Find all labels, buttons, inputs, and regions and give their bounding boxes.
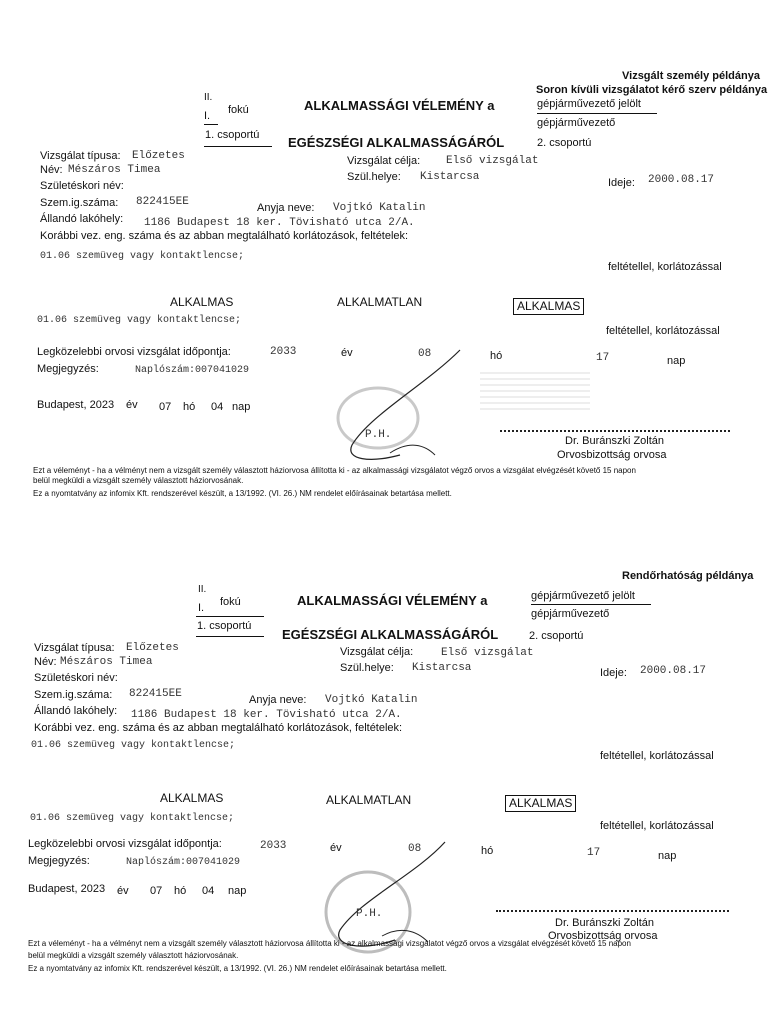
footer-line-3: Ez a nyomtatvány az infomix Kft. rendszerével készült, a 13/1992. (VI. 26.) NM rendelet előírásainak betartása mellett. bbox=[28, 964, 447, 973]
driver-label: gépjárművezető bbox=[537, 117, 616, 129]
note-value: Naplószám:007041029 bbox=[135, 365, 250, 376]
degree-label: fokú bbox=[220, 596, 241, 608]
purpose-value: Első vizsgálat bbox=[446, 155, 539, 167]
birth-date-label: Ideje: bbox=[600, 667, 627, 679]
exam-type-label: Vizsgálat típusa: bbox=[34, 642, 115, 654]
doctor-title: Orvosbizottság orvosa bbox=[557, 449, 667, 461]
footer-line-1: Ezt a véleményt - ha a vélményt nem a vizsgált személy választott háziorvosa állította ki - az alkalmassági vizsgálatot végző orvos a vizsgálat elvégzését követő 15 napon bbox=[33, 466, 636, 475]
group-one: 1. csoportú bbox=[197, 620, 252, 632]
condition-label-2: feltétellel, korlátozással bbox=[600, 820, 714, 832]
footer-line-3: Ez a nyomtatvány az infomix Kft. rendszerével készült, a 13/1992. (VI. 26.) NM rendelet előírásainak betartása mellett. bbox=[33, 489, 452, 498]
next-exam-month: 08 bbox=[418, 348, 432, 360]
group-two: 2. csoportú bbox=[529, 630, 584, 642]
condition-value: 01.06 szemüveg vagy kontaktlencse; bbox=[37, 315, 242, 326]
address-label: Állandó lakóhely: bbox=[34, 705, 118, 717]
issue-month-label: hó bbox=[183, 401, 196, 413]
next-exam-label: Legközelebbi orvosi vizsgálat időpontja: bbox=[37, 346, 231, 358]
birth-date-value: 2000.08.17 bbox=[648, 174, 715, 186]
stamp-label: P.H. bbox=[365, 429, 392, 441]
mother-value: Vojtkó Katalin bbox=[325, 694, 418, 706]
issue-month-label: hó bbox=[174, 885, 187, 897]
footer-line-2: belül megküldi a vizsgált személy választott háziorvosának. bbox=[33, 476, 244, 485]
issue-day-label: nap bbox=[232, 401, 251, 413]
name-value: Mészáros Timea bbox=[60, 656, 153, 668]
previous-license-label: Korábbi vez. eng. száma és az abban megtalálható korlátozások, feltételek: bbox=[40, 230, 409, 242]
next-exam-year: 2033 bbox=[260, 840, 287, 852]
address-value: 1186 Budapest 18 ker. Tövisható utca 2/A. bbox=[131, 709, 402, 721]
unfit-label: ALKALMATLAN bbox=[337, 295, 423, 309]
next-exam-label: Legközelebbi orvosi vizsgálat időpontja: bbox=[28, 838, 222, 850]
condition-label-2: feltétellel, korlátozással bbox=[606, 325, 720, 337]
note-label: Megjegyzés: bbox=[37, 363, 99, 375]
birthplace-value: Kistarcsa bbox=[420, 171, 480, 183]
name-label: Név: bbox=[34, 656, 57, 668]
condition-value: 01.06 szemüveg vagy kontaktlencse; bbox=[30, 813, 235, 824]
group-one: 1. csoportú bbox=[205, 129, 260, 141]
birth-name-label: Születéskori név: bbox=[40, 180, 124, 192]
footer-line-1: Ezt a véleményt - ha a vélményt nem a vizsgált személy választott háziorvosa állította ki - az alkalmassági vizsgálatot végző orvos a vizsgálat elvégzését követő 15 napon bbox=[28, 939, 631, 948]
issue-day: 04 bbox=[202, 885, 215, 897]
issue-city-year: Budapest, 2023 bbox=[28, 883, 106, 895]
fit-boxed-label: ALKALMAS bbox=[513, 298, 584, 315]
note-value: Naplószám:007041029 bbox=[126, 857, 241, 868]
name-value: Mészáros Timea bbox=[68, 164, 161, 176]
id-label: Szem.ig.száma: bbox=[34, 689, 113, 701]
next-exam-day-label: nap bbox=[667, 355, 686, 367]
degree-label: fokú bbox=[228, 104, 249, 116]
issue-day-label: nap bbox=[228, 885, 247, 897]
next-exam-month: 08 bbox=[408, 843, 422, 855]
roman-two: II. bbox=[198, 584, 207, 595]
exam-type-label: Vizsgálat típusa: bbox=[40, 150, 121, 162]
id-value: 822415EE bbox=[129, 688, 182, 700]
stamp-label: P.H. bbox=[356, 908, 383, 920]
roman-two: II. bbox=[204, 92, 213, 103]
title-line-2: EGÉSZSÉGI ALKALMASSÁGÁRÓL bbox=[282, 627, 499, 642]
next-exam-year-label: év bbox=[341, 347, 353, 359]
next-exam-month-label: hó bbox=[490, 350, 503, 362]
stamp-and-signature bbox=[320, 830, 480, 970]
doctor-title: Orvosbizottság orvosa bbox=[548, 930, 658, 942]
next-exam-day-label: nap bbox=[658, 850, 677, 862]
issue-month: 07 bbox=[150, 885, 163, 897]
id-label: Szem.ig.száma: bbox=[40, 197, 119, 209]
birth-date-label: Ideje: bbox=[608, 177, 635, 189]
purpose-value: Első vizsgálat bbox=[441, 647, 534, 659]
purpose-label: Vizsgálat célja: bbox=[347, 155, 421, 167]
exam-type-value: Előzetes bbox=[126, 642, 179, 654]
mother-value: Vojtkó Katalin bbox=[333, 202, 426, 214]
title-line-1: ALKALMASSÁGI VÉLEMÉNY a bbox=[304, 98, 495, 113]
previous-license-value: 01.06 szemüveg vagy kontaktlencse; bbox=[31, 740, 236, 751]
fit-label: ALKALMAS bbox=[170, 295, 234, 309]
copy-label: Rendőrhatóság példánya bbox=[622, 570, 754, 582]
purpose-label: Vizsgálat célja: bbox=[340, 646, 414, 658]
copy-label: Vizsgált személy példánya bbox=[622, 70, 760, 82]
roman-one: I. bbox=[204, 110, 211, 122]
exam-type-value: Előzetes bbox=[132, 150, 185, 162]
issue-year-label: év bbox=[126, 399, 138, 411]
id-value: 822415EE bbox=[136, 196, 189, 208]
condition-label-1: feltétellel, korlátozással bbox=[600, 750, 714, 762]
doctor-name: Dr. Buránszki Zoltán bbox=[565, 435, 665, 447]
address-label: Állandó lakóhely: bbox=[40, 213, 124, 225]
fit-boxed-label: ALKALMAS bbox=[505, 795, 576, 812]
driver-designate: gépjárművezető jelölt bbox=[531, 590, 635, 602]
birthplace-label: Szül.helye: bbox=[340, 662, 394, 674]
previous-license-label: Korábbi vez. eng. száma és az abban megtalálható korlátozások, feltételek: bbox=[34, 722, 403, 734]
footer-line-2: belül megküldi a vizsgált személy választott háziorvosának. bbox=[28, 951, 239, 960]
requester-label: Soron kívüli vizsgálatot kérő szerv példánya bbox=[536, 84, 768, 96]
next-exam-day: 17 bbox=[596, 352, 610, 364]
next-exam-month-label: hó bbox=[481, 845, 494, 857]
group-two: 2. csoportú bbox=[537, 137, 592, 149]
form-copy-examined-person bbox=[0, 0, 768, 500]
issue-city-year: Budapest, 2023 bbox=[37, 399, 115, 411]
doctor-name: Dr. Buránszki Zoltán bbox=[555, 917, 655, 929]
mother-label: Anyja neve: bbox=[257, 202, 315, 214]
stamp-and-signature bbox=[330, 345, 490, 475]
birthplace-label: Szül.helye: bbox=[347, 171, 401, 183]
issue-year-label: év bbox=[117, 885, 129, 897]
next-exam-year: 2033 bbox=[270, 346, 297, 358]
condition-label-1: feltétellel, korlátozással bbox=[608, 261, 722, 273]
birthplace-value: Kistarcsa bbox=[412, 662, 472, 674]
driver-designate: gépjárművezető jelölt bbox=[537, 98, 641, 110]
birth-date-value: 2000.08.17 bbox=[640, 665, 707, 677]
note-label: Megjegyzés: bbox=[28, 855, 90, 867]
unfit-label: ALKALMATLAN bbox=[326, 793, 412, 807]
birth-name-label: Születéskori név: bbox=[34, 672, 118, 684]
roman-one: I. bbox=[198, 602, 205, 614]
form-copy-police-authority bbox=[0, 500, 768, 1000]
mother-label: Anyja neve: bbox=[249, 694, 307, 706]
fit-label: ALKALMAS bbox=[160, 791, 224, 805]
title-line-2: EGÉSZSÉGI ALKALMASSÁGÁRÓL bbox=[288, 135, 505, 150]
address-value: 1186 Budapest 18 ker. Tövisható utca 2/A. bbox=[144, 217, 415, 229]
issue-day: 04 bbox=[211, 401, 224, 413]
title-line-1: ALKALMASSÁGI VÉLEMÉNY a bbox=[297, 593, 488, 608]
next-exam-year-label: év bbox=[330, 842, 342, 854]
previous-license-value: 01.06 szemüveg vagy kontaktlencse; bbox=[40, 251, 245, 262]
next-exam-day: 17 bbox=[587, 847, 601, 859]
name-label: Név: bbox=[40, 164, 63, 176]
issue-month: 07 bbox=[159, 401, 172, 413]
driver-label: gépjárművezető bbox=[531, 608, 610, 620]
